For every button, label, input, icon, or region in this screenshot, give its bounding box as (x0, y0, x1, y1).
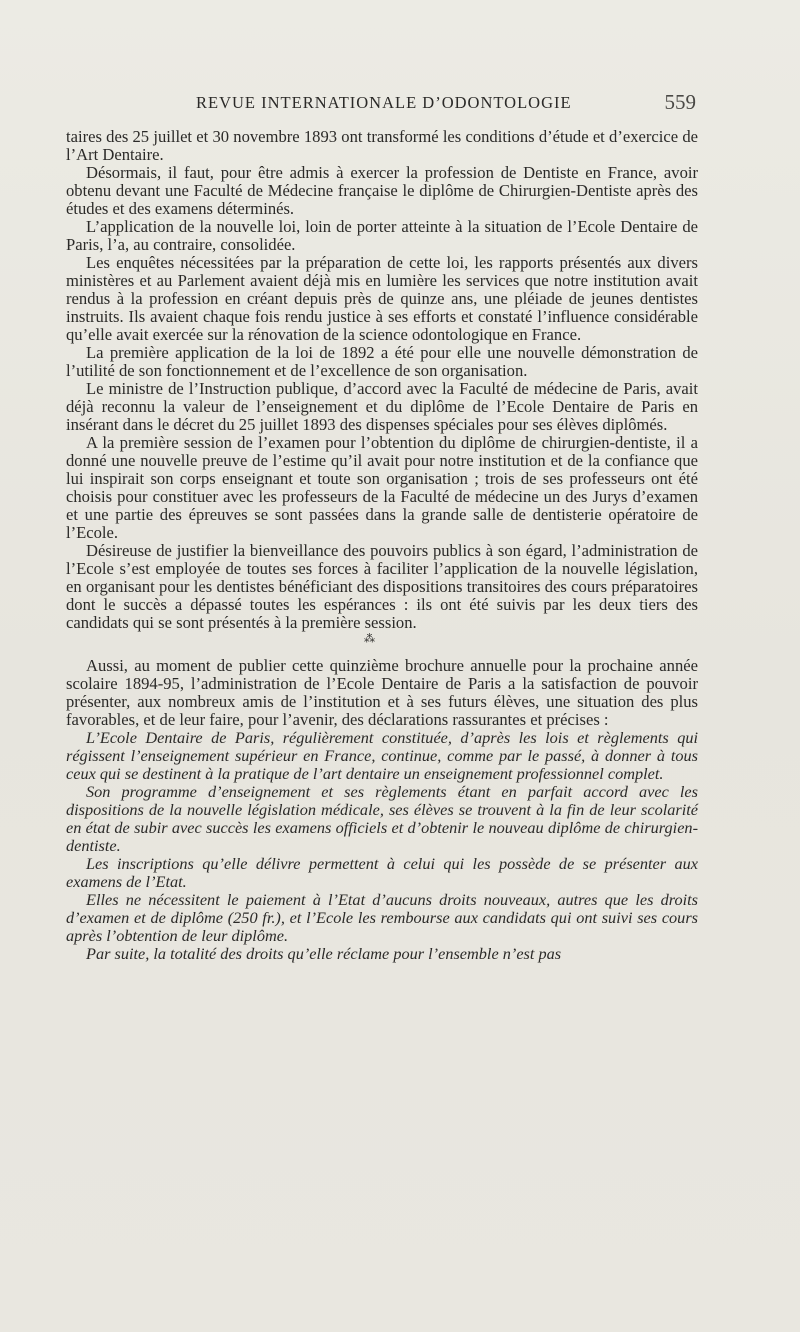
paragraph: Aussi, au moment de publier cette quinzième brochure annuelle pour la prochaine année scolaire 1894-95, l’administration de l’Ecole Dentaire de Paris a la satisfaction de pouvoir présenter, aux nombreux amis de l’institution et à ses futurs élèves, une situation des plus favorables, et de leur faire, pour l’avenir, des déclarations rassurantes et précises : (66, 656, 698, 729)
italic-paragraph: Les inscriptions qu’elle délivre permettent à celui qui les possède de se présenter aux examens de l’Etat. (66, 854, 698, 891)
paragraph: Désireuse de justifier la bienveillance des pouvoirs publics à son égard, l’administration de l’Ecole s’est employée de toutes ses forces à faciliter l’application de la nouvelle législation, en organisant pour les dentistes bénéficiant des dispositions transitoires des cours préparatoires dont le succès a dépassé toutes les espérances : ils ont été suivis par les deux tiers des candidats qui se sont présentés à la première session. (66, 541, 698, 632)
italic-paragraph: Son programme d’enseignement et ses règlements étant en parfait accord avec les dispositions de la nouvelle législation médicale, ses élèves se trouvent à la fin de leur scolarité en état de subir avec succès les examens officiels et d’obtenir le nouveau diplôme de chirurgien-dentiste. (66, 782, 698, 855)
paragraph: A la première session de l’examen pour l’obtention du diplôme de chirurgien-dentiste, il a donné une nouvelle preuve de l’estime qu’il avait pour notre institution et de la confiance que lui inspirait son corps enseignant et toute son organisation ; trois de ses professeurs ont été choisis pour constituer avec les professeurs de la Faculté de médecine un des Jurys d’examen et une partie des épreuves se sont passées dans la grande salle de dentisterie opératoire de l’Ecole. (66, 433, 698, 542)
italic-paragraph: Par suite, la totalité des droits qu’elle réclame pour l’ensemble n’est pas (86, 944, 562, 963)
section-asterism (66, 632, 698, 657)
running-header (66, 90, 696, 117)
paragraph: taires des 25 juillet et 30 novembre 1893 ont transformé les conditions d’étude et d’exercice de l’Art Dentaire. (66, 127, 698, 164)
asterism-glyph: ⁂ (364, 633, 377, 645)
paragraph: Les enquêtes nécessitées par la préparation de cette loi, les rapports présentés aux divers ministères et au Parlement avaient déjà mis en lumière les services que notre institution avait rendus à la profession en créant depuis près de quinze ans, une pléiade de jeunes dentistes instruits. Ils avaient chaque fois rendu justice à ses efforts et constaté l’influence considérable qu’elle avait exercée sur la rénovation de la science odontologique en France. (66, 253, 698, 344)
italic-paragraph: Elles ne nécessitent le paiement à l’Etat d’aucuns droits nouveaux, autres que les droits d’examen et de diplôme (250 fr.), et l’Ecole les rembourse aux candidats qui ont suivi ses cours après l’obtention de leur diplôme. (66, 890, 698, 945)
italic-paragraph: L’Ecole Dentaire de Paris, régulièrement constituée, d’après les lois et règlements qui régissent l’enseignement supérieur en France, continue, comme par le passé, à donner à tous ceux qui se destinent à la pratique de l’art dentaire un enseignement professionnel complet. (66, 728, 698, 783)
paragraph: La première application de la loi de 1892 a été pour elle une nouvelle démonstration de l’utilité de son fonctionnement et de l’excellence de son organisation. (66, 343, 698, 380)
body-text (66, 128, 698, 963)
paragraph: Le ministre de l’Instruction publique, d’accord avec la Faculté de médecine de Paris, avait déjà reconnu la valeur de l’enseignement et du diplôme de l’Ecole Dentaire de Paris en insérant dans le décret du 25 juillet 1893 des dispenses spéciales pour ses élèves diplômés. (66, 379, 698, 434)
paragraph: L’application de la nouvelle loi, loin de porter atteinte à la situation de l’Ecole Dentaire de Paris, l’a, au contraire, consolidée. (66, 217, 698, 254)
paragraph: Désormais, il faut, pour être admis à exercer la profession de Dentiste en France, avoir obtenu devant une Faculté de Médecine française le diplôme de Chirurgien-Dentiste après des études et des examens déterminés. (66, 163, 698, 218)
running-title: REVUE INTERNATIONALE D’ODONTOLOGIE (196, 93, 572, 112)
page-number: 559 (664, 90, 696, 114)
